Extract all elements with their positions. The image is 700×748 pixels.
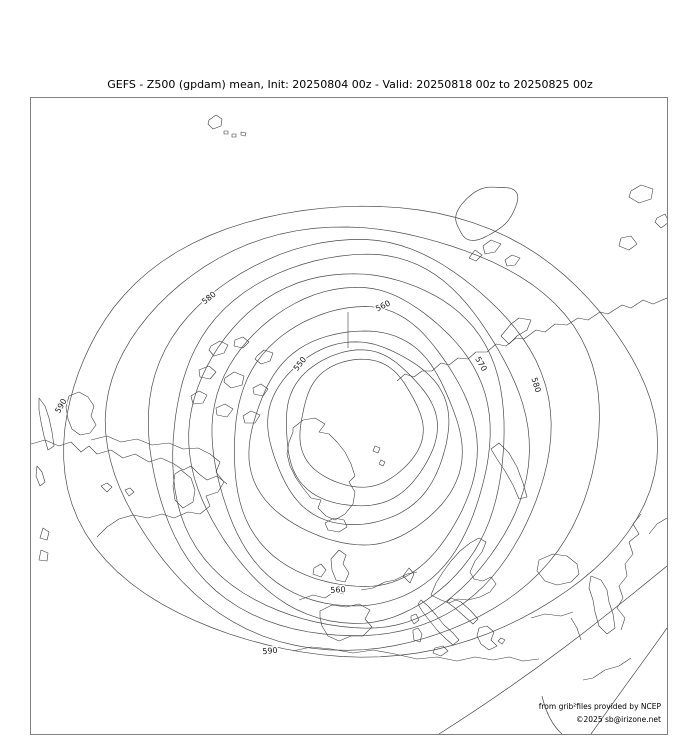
contour-line <box>189 274 504 624</box>
coastline <box>537 554 579 585</box>
coastline <box>39 550 48 561</box>
coastline <box>491 443 527 499</box>
coastline <box>313 564 326 577</box>
chart-title: GEFS - Z500 (gpdam) mean, Init: 20250804 00z - Valid: 20250818 00z to 20250825 00z <box>107 78 593 91</box>
coastline <box>373 446 380 453</box>
coastline <box>234 337 249 348</box>
contour-line <box>286 350 437 506</box>
coastline <box>216 404 233 417</box>
coastline <box>208 115 222 129</box>
coastline <box>293 647 539 661</box>
coastline <box>397 298 667 381</box>
map-frame <box>30 97 668 735</box>
coastline <box>224 372 244 388</box>
coastline <box>331 550 349 582</box>
coastlines-layer <box>31 115 667 680</box>
coastline <box>531 612 573 618</box>
coastline <box>483 240 501 254</box>
contour-label: 580 <box>529 376 543 394</box>
coastline <box>39 398 54 450</box>
coastline <box>433 646 448 656</box>
contour-line <box>212 287 490 606</box>
coastline <box>431 538 496 603</box>
coastline <box>501 318 531 344</box>
attribution <box>539 700 661 726</box>
coastline <box>224 131 228 134</box>
contour-label: 590 <box>53 397 69 415</box>
coastline <box>40 528 49 540</box>
coastline <box>101 483 112 492</box>
attribution-copyright: ©2025 sb@irizone.net <box>576 715 661 724</box>
coastline <box>469 250 482 261</box>
contour-line <box>456 187 518 240</box>
coastline <box>655 214 667 228</box>
coastline <box>619 236 637 250</box>
contour-line <box>105 227 599 650</box>
contour-label: 560 <box>374 298 392 314</box>
contour-label: 550 <box>291 355 309 373</box>
contour-line <box>173 254 530 628</box>
coastline <box>477 626 497 650</box>
coastline <box>629 185 653 203</box>
contour-line <box>249 331 462 545</box>
coastline <box>31 440 227 484</box>
coastline <box>379 460 385 466</box>
contour-map <box>31 98 667 734</box>
contour-label: 590 <box>261 645 279 657</box>
coastline <box>241 132 246 136</box>
coastline <box>243 411 260 423</box>
coastline <box>209 341 228 356</box>
coastline <box>36 466 45 486</box>
coastline <box>325 518 347 532</box>
contour-label: 560 <box>330 584 346 596</box>
coastline <box>505 255 520 266</box>
contour-line <box>300 359 423 487</box>
coastline <box>571 618 581 640</box>
coastline <box>498 638 505 644</box>
coastline <box>173 470 195 508</box>
coastline <box>255 350 273 364</box>
coastline <box>583 658 631 680</box>
coastline <box>232 134 236 137</box>
coastline <box>125 488 134 496</box>
contour-lines-layer <box>64 187 667 734</box>
attribution-source: from grib²files provided by NCEP <box>538 702 661 711</box>
coastline <box>617 514 641 630</box>
coastline <box>649 518 667 534</box>
contour-labels-layer <box>53 290 542 657</box>
contour-label: 570 <box>473 355 489 373</box>
contour-label: 580 <box>200 289 218 307</box>
